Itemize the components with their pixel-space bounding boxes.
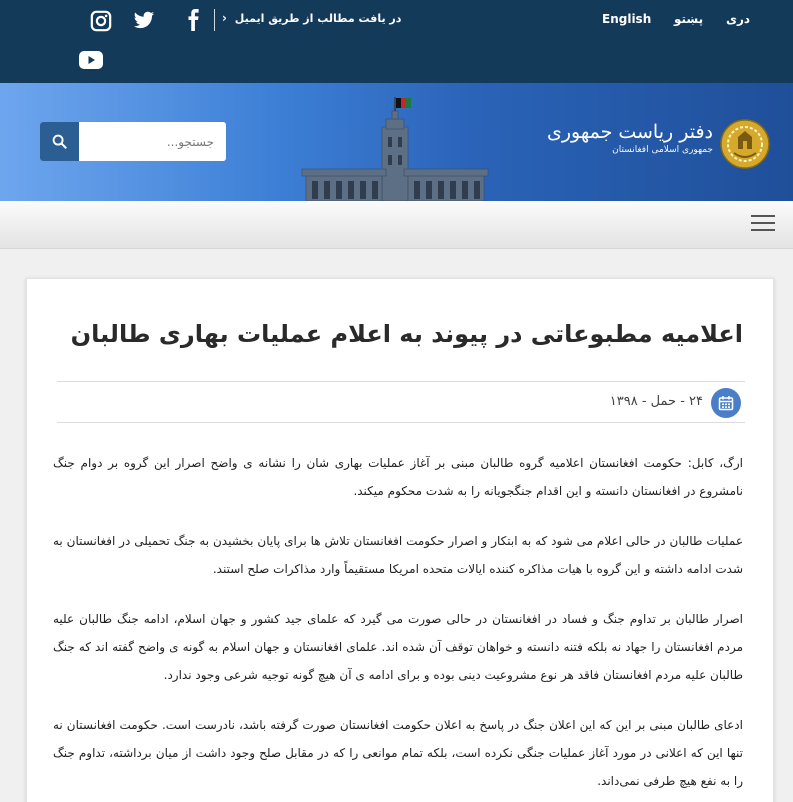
logo-title: دفتر ریاست جمهوری — [546, 121, 713, 143]
email-subscribe-label: در یافت مطالب از طریق ایمیل — [234, 12, 402, 25]
article-date: ۲۴ - حمل - ۱۳۹۸ — [609, 394, 703, 409]
article-title: اعلامیه مطبوعاتی در پیوند به اعلام عملیات بهاری طالبان — [70, 320, 743, 348]
article-paragraph: اصرار طالبان بر تداوم جنگ و فساد در افغانستان در حالی صورت می گیرد که علمای جید کشور و جهان اسلام، ادامه جنگ طالبان علیه مردم افغانستان را جهاد نه بلکه فتنه دانسته و خواهان توقف آن شده اند. علمای افغانستان و جهان اسلام به گونه ی واضح گفته اند که جنگ طالبان علیه مردم افغانستان فاقد هر نوع مشروعیت دینی بوده و برای ادامه ی آن هیچ گونه توجیه شرعی وجود ندارد. — [53, 612, 743, 682]
search-box — [40, 122, 226, 161]
search-button[interactable] — [40, 122, 79, 161]
language-dari-link[interactable]: دری — [726, 12, 751, 26]
calendar-icon — [711, 388, 741, 418]
article-meta — [57, 381, 745, 423]
search-icon — [52, 134, 67, 149]
header-banner — [0, 83, 793, 201]
article-paragraph: ارگ، کابل: حکومت افغانستان اعلامیه گروه طالبان مبنی بر آغاز عملیات بهاری شان را نشانه ی واضح اصرار این گروه بر دوام جنگ نامشروع در افغانستان دانسته و این اقدام جنگجویانه را به شدت محکوم میکند. — [53, 456, 743, 498]
facebook-icon[interactable] — [183, 9, 205, 31]
article-paragraph: ادعای طالبان مبنی بر این که این اعلان جنگ در پاسخ به اعلان حکومت افغانستان صورت گرفته باشد، نادرست است. حکومت افغانستان نه تنها این که اعلانی در مورد آغاز عملیات جنگی نکرده است، بلکه تمام موانعی را که در مقابل صلح وجود داشت از میان برداشته، تداوم جنگ را به نفع هیچ طرفی نمی‌داند. — [53, 718, 743, 788]
logo-subtitle: جمهوری اسلامی افغانستان — [612, 145, 713, 155]
top-bar — [0, 0, 793, 83]
language-english-link[interactable]: English — [602, 12, 652, 26]
palace-illustration — [300, 97, 490, 201]
menu-hamburger-icon[interactable] — [751, 215, 775, 235]
chevron-left-icon: ‹ — [222, 11, 227, 25]
search-input[interactable] — [79, 122, 226, 161]
article-card — [26, 278, 774, 802]
main-nav-bar — [0, 201, 793, 249]
article-body — [53, 449, 743, 802]
language-pashto-link[interactable]: پښتو — [674, 12, 704, 26]
national-emblem-icon[interactable] — [716, 117, 774, 171]
site-logo-text[interactable] — [547, 121, 713, 155]
twitter-icon[interactable] — [133, 9, 155, 31]
email-subscribe-link[interactable] — [222, 11, 401, 25]
youtube-icon[interactable] — [79, 50, 103, 70]
article-paragraph: عملیات طالبان در حالی اعلام می شود که به ابتکار و اصرار حکومت افغانستان تلاش ها برای پایان بخشیدن به جنگ تحمیلی در افغانستان به شدت ادامه داشته و این گروه با هیات مذاکره کننده ایالات متحده امریکا مستقیماً وارد مذاکرات صلح استند. — [53, 534, 743, 576]
instagram-icon[interactable] — [90, 10, 112, 32]
top-bar-divider — [214, 9, 215, 31]
